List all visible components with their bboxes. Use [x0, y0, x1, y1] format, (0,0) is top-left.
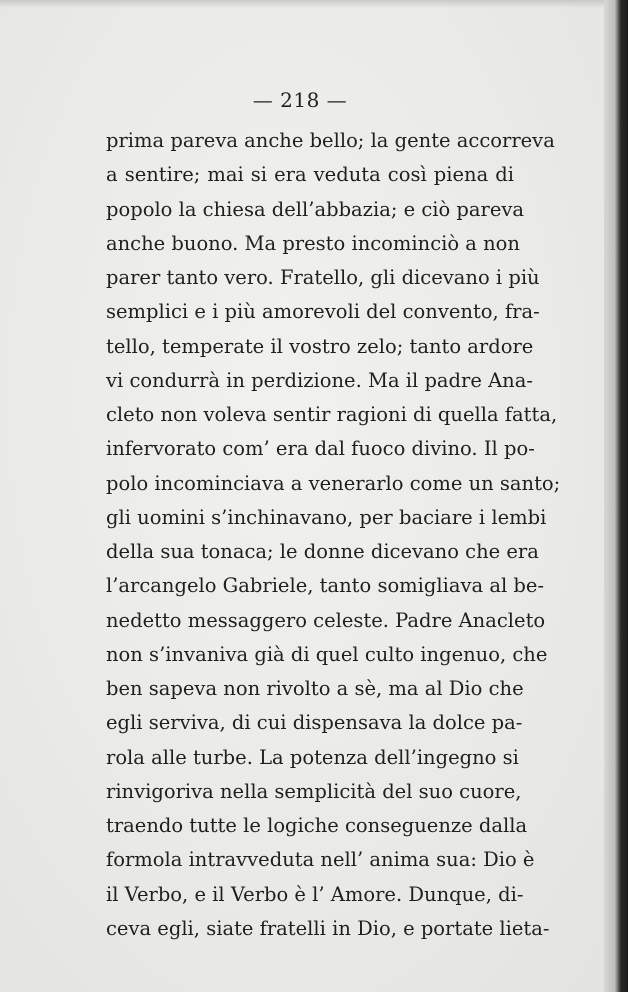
text-line: cleto non voleva sentir ragioni di quella fatta,: [106, 403, 558, 426]
text-line: polo incominciava a venerarlo come un santo;: [106, 471, 561, 495]
text-line: vi condurrà in perdizione. Ma il padre Ana-: [106, 368, 533, 392]
text-line: nedetto messaggero celeste. Padre Anacleto: [106, 608, 546, 632]
text-line: il Verbo, e il Verbo è l’ Amore. Dunque, di-: [106, 882, 524, 906]
text-line: formola intravveduta nell’ anima sua: Dio è: [106, 848, 535, 872]
text-line: anche buono. Ma presto incominciò a non: [106, 231, 520, 255]
text-line: tello, temperate il vostro zelo; tanto ardore: [106, 334, 534, 358]
text-line: rola alle turbe. La potenza dell’ingegno si: [106, 745, 519, 769]
text-line: a sentire; mai si era veduta così piena di: [106, 163, 514, 187]
text-line: gli uomini s’inchinavano, per baciare i lembi: [106, 505, 547, 529]
text-line: egli serviva, di cui dispensava la dolce pa-: [106, 711, 523, 735]
text-line: ceva egli, siate fratelli in Dio, e portate lieta-: [106, 916, 550, 940]
text-line: rinvigoriva nella semplicità del suo cuore,: [106, 779, 522, 803]
book-spine-edge: [604, 0, 628, 992]
text-line: semplici e i più amorevoli del convento, fra-: [106, 300, 540, 324]
page-number: — 218 —: [252, 88, 348, 112]
text-line: l’arcangelo Gabriele, tanto somigliava al be-: [106, 574, 545, 598]
text-line: traendo tutte le logiche conseguenze dalla: [106, 814, 528, 837]
text-line: della sua tonaca; le donne dicevano che era: [106, 540, 539, 563]
page-top-edge: [0, 0, 628, 8]
text-line: parer tanto vero. Fratello, gli dicevano i più: [106, 266, 540, 289]
text-line: non s’invaniva già di quel culto ingenuo, che: [106, 642, 548, 666]
text-line: prima pareva anche bello; la gente accorreva: [106, 129, 555, 152]
text-line: ben sapeva non rivolto a sè, ma al Dio che: [106, 677, 524, 700]
text-line: popolo la chiesa dell’abbazia; e ciò pareva: [106, 197, 525, 221]
body-text: [106, 124, 561, 946]
text-line: infervorato com’ era dal fuoco divino. Il po-: [106, 437, 535, 461]
